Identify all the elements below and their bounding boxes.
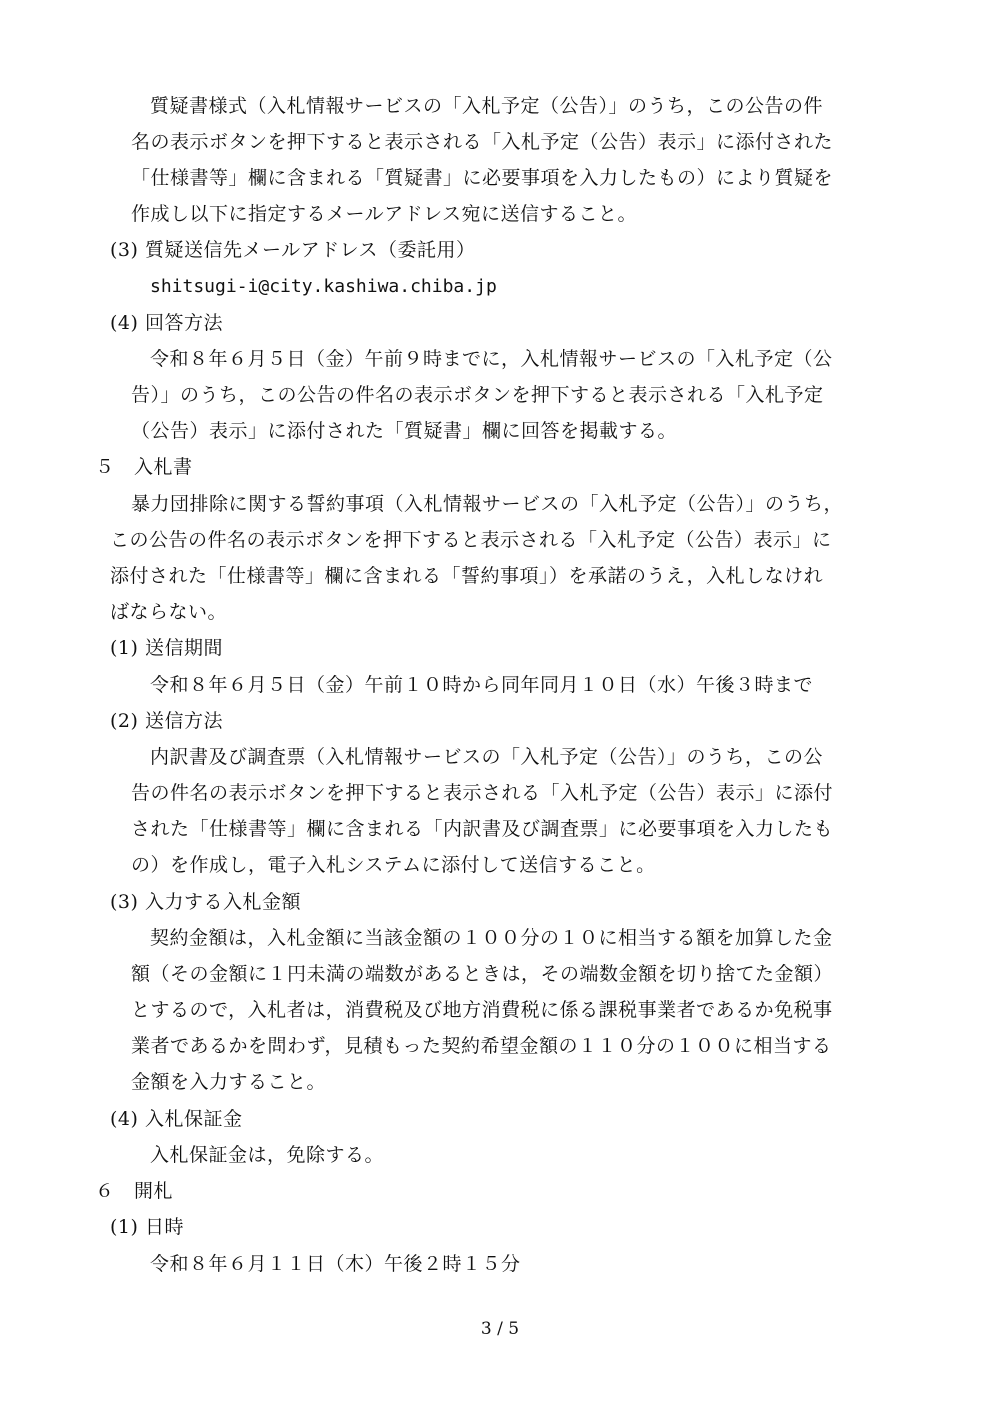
paragraph-line: 契約金額は，入札金額に当該金額の１００分の１０に相当する額を加算した金 <box>150 927 833 949</box>
paragraph-line: 告）」のうち，この公告の件名の表示ボタンを押下すると表示される「入札予定 <box>131 384 824 406</box>
paragraph-line: 名の表示ボタンを押下すると表示される「入札予定（公告）表示」に添付された <box>131 131 834 153</box>
paragraph-line: 令和８年６月５日（金）午前９時までに，入札情報サービスの「入札予定（公 <box>150 348 833 370</box>
paragraph-line: 業者であるかを問わず，見積もった契約希望金額の１１０分の１００に相当する <box>131 1035 832 1057</box>
paragraph-line: された「仕様書等」欄に含まれる「内訳書及び調査票」に必要事項を入力したも <box>131 818 834 840</box>
paragraph-line: 令和８年６月１１日（木）午後２時１５分 <box>150 1253 521 1275</box>
paragraph-line: 額（その金額に１円未満の端数があるときは，その端数金額を切り捨てた金額） <box>131 963 834 985</box>
paragraph-line: 内訳書及び調査票（入札情報サービスの「入札予定（公告）」のうち，この公 <box>150 746 824 768</box>
paragraph-line: とするので，入札者は，消費税及び地方消費税に係る課税事業者であるか免税事 <box>131 999 833 1021</box>
paragraph-line: 質疑書様式（入札情報サービスの「入札予定（公告）」のうち，この公告の件 <box>150 95 824 117</box>
paragraph-line: この公告の件名の表示ボタンを押下すると表示される「入札予定（公告）表示」に <box>110 529 832 551</box>
section-heading: ６ 開札 <box>95 1180 174 1202</box>
subsection-heading: (2) 送信方法 <box>110 710 223 732</box>
paragraph-line: 添付された「仕様書等」欄に含まれる「誓約事項」）を承諾のうえ，入札しなけれ <box>110 565 824 587</box>
paragraph-line: 入札保証金は，免除する。 <box>150 1144 385 1166</box>
subsection-heading: (1) 日時 <box>110 1216 184 1238</box>
paragraph-line: （公告）表示」に添付された「質疑書」欄に回答を掲載する。 <box>131 420 678 442</box>
paragraph-line: 「仕様書等」欄に含まれる「質疑書」に必要事項を入力したもの）により質疑を <box>131 167 834 189</box>
paragraph-line: 告の件名の表示ボタンを押下すると表示される「入札予定（公告）表示」に添付 <box>131 782 834 804</box>
paragraph-line: 作成し以下に指定するメールアドレス宛に送信すること。 <box>131 203 638 225</box>
email-address: shitsugi-i@city.kashiwa.chiba.jp <box>150 276 497 297</box>
paragraph-line: 金額を入力すること。 <box>131 1071 327 1093</box>
paragraph-line: の）を作成し，電子入札システムに添付して送信すること。 <box>131 854 656 876</box>
paragraph-line: ばならない。 <box>110 601 228 623</box>
paragraph-line: 令和８年６月５日（金）午前１０時から同年同月１０日（水）午後３時まで <box>150 674 814 696</box>
subsection-heading: (3) 質疑送信先メールアドレス（委託用） <box>110 239 476 261</box>
paragraph-line: 暴力団排除に関する誓約事項（入札情報サービスの「入札予定（公告）」のうち， <box>131 493 844 515</box>
section-heading: ５ 入札書 <box>95 456 193 478</box>
subsection-heading: (1) 送信期間 <box>110 637 223 659</box>
subsection-heading: (4) 回答方法 <box>110 312 223 334</box>
page-number: 3 / 5 <box>480 1319 520 1339</box>
subsection-heading: (4) 入札保証金 <box>110 1108 243 1130</box>
subsection-heading: (3) 入力する入札金額 <box>110 891 301 913</box>
